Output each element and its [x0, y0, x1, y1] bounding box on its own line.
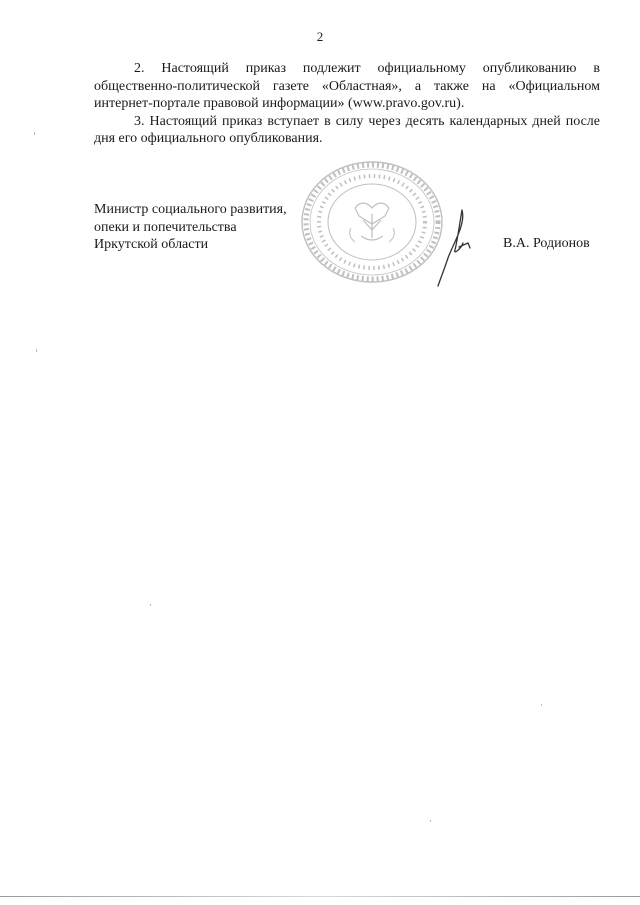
- signatory-title-line-2: опеки и попечительства: [94, 219, 237, 235]
- scan-speck: [541, 704, 542, 706]
- signatory-title-line-3: Иркутской области: [94, 237, 209, 252]
- signatory-title: [94, 201, 324, 254]
- scan-speck: [34, 132, 35, 135]
- page-number: 2: [316, 29, 324, 44]
- scan-speck: [36, 349, 37, 352]
- body-text: [94, 60, 600, 148]
- signatory-title-line-1: Министр социального развития,: [94, 202, 287, 217]
- scan-edge-line: [0, 896, 640, 897]
- scan-speck: [150, 604, 151, 606]
- paragraph-2: 2. Настоящий приказ подлежит официальному опубликованию в общественно-политической газете «Областная», а также на «Официальном интернет-портале правовой информации» (www.pravo.gov.ru).: [94, 61, 600, 111]
- handwritten-signature: [435, 206, 475, 290]
- scan-speck: [430, 820, 431, 822]
- signatory-name: В.А. Родионов: [503, 236, 590, 251]
- paragraph-3: 3. Настоящий приказ вступает в силу через десять календарных дней после дня его официального опубликования.: [94, 113, 600, 146]
- official-seal-stamp: [297, 158, 447, 286]
